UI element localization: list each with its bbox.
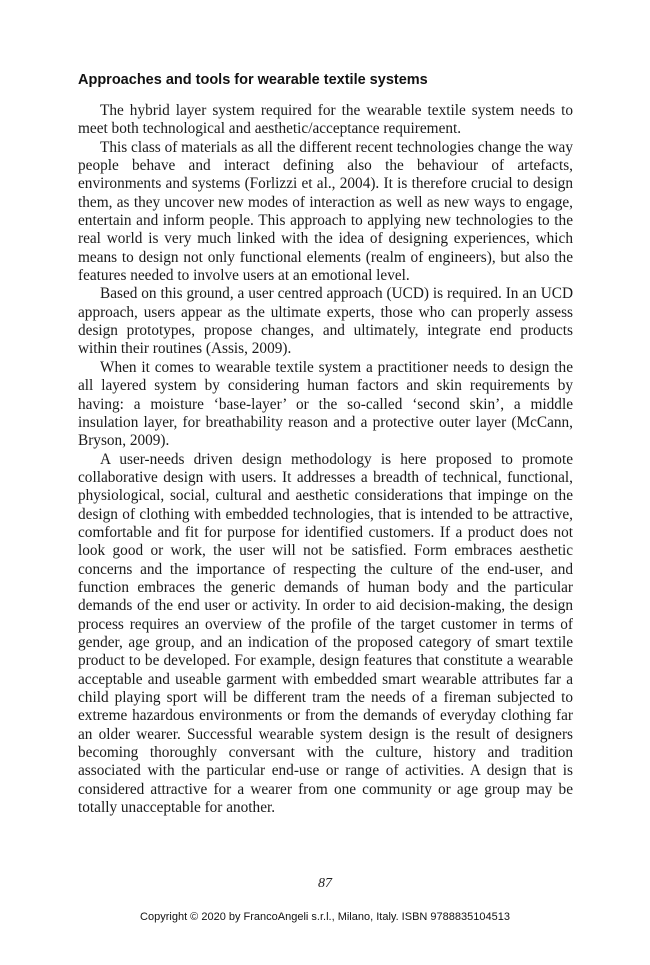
body-text — [78, 102, 573, 817]
paragraph: Based on this ground, a user centred approach (UCD) is required. In an UCD approach, users appear as the ultimate experts, those who can properly assess design prototypes, propose changes, and ultimately, integrate end products within their routines (Assis, 2009). — [78, 285, 573, 358]
paragraph: When it comes to wearable textile system a practitioner needs to design the all layered system by considering human factors and skin requirements by having: a moisture ‘base-layer’ or the so-called ‘second skin’, a middle insulation layer, for breathability reason and a protective outer layer (McCann, Bryson, 2009). — [78, 358, 573, 450]
paragraph: This class of materials as all the different recent technologies change the way people behave and interact defining also the behaviour of artefacts, environments and systems (Forlizzi et al., 2004). It is therefore crucial to design them, as they uncover new modes of interaction as well as new ways to engage, entertain and inform people. This approach to applying new technologies to the real world is very much linked with the idea of designing experiences, which means to design not only functional elements (realm of engineers), but also the features needed to involve users at an emotional level. — [78, 138, 573, 285]
section-heading: Approaches and tools for wearable textile systems — [78, 72, 428, 88]
page-number: 87 — [318, 876, 332, 891]
paragraph: The hybrid layer system required for the wearable textile system needs to meet both technological and aesthetic/acceptance requirement. — [78, 102, 573, 138]
copyright-notice: Copyright © 2020 by FrancoAngeli s.r.l., Milano, Italy. ISBN 9788835104513 — [140, 911, 510, 923]
paragraph: A user-needs driven design methodology is here proposed to promote collaborative design with users. It addresses a breadth of technical, functional, physiological, social, cultural and aesthetic considerations that impinge on the design of clothing with embedded technologies, that is intended to be attractive, comfortable and fit for purpose for identified customers. If a product does not look good or work, the user will not be satisfied. Form embraces aesthetic concerns and the importance of respecting the culture of the end-user, and function embraces the generic demands of human body and the particular demands of the end user or activity. In order to aid decision-making, the design process requires an overview of the profile of the target customer in terms of gender, age group, and an indication of the proposed category of smart textile product to be developed. For example, design features that constitute a wearable acceptable and useable garment with embedded smart wearable attributes far a child playing sport will be different tram the needs of a fireman subjected to extreme hazardous environments or from the demands of everyday clothing far an older wearer. Successful wearable system design is the result of designers becoming thoroughly conversant with the culture, history and tradition associated with the particular end-use or range of activities. A design that is considered attractive for a wearer from one community or age group may be totally unacceptable for another. — [78, 450, 573, 817]
